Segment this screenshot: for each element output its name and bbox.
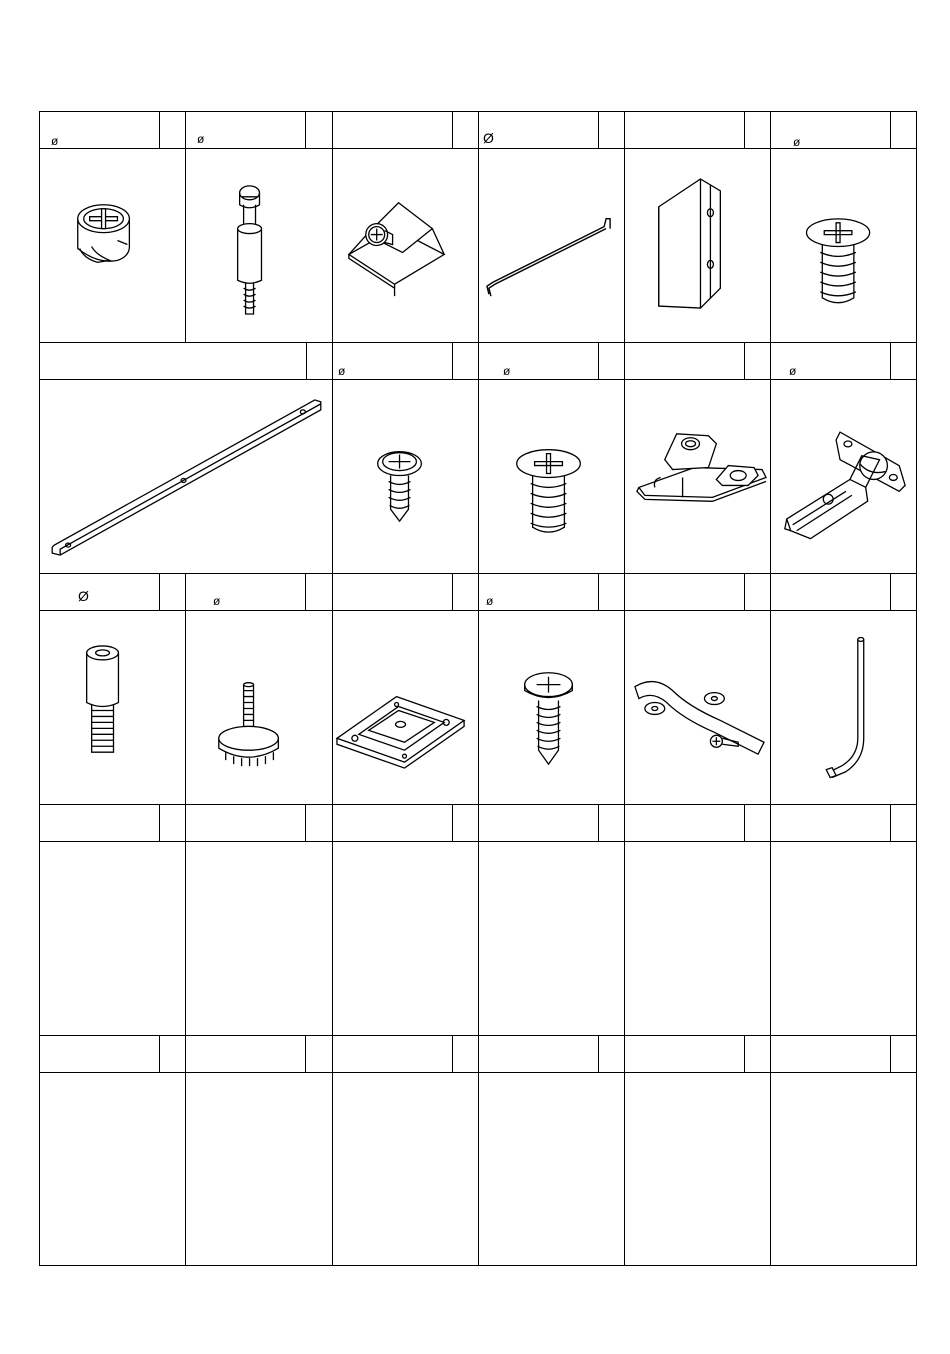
part-header-25 — [185, 1035, 332, 1072]
part-header-28 — [624, 1035, 770, 1072]
quantity-box — [890, 112, 918, 149]
part-cell-empty — [478, 841, 624, 1035]
part-header-26 — [332, 1035, 478, 1072]
quantity-box — [598, 805, 625, 842]
quantity-box — [452, 574, 479, 611]
countersunk-screw-icon — [771, 149, 916, 342]
quantity-box — [452, 112, 479, 149]
part-cell-empty — [332, 841, 478, 1035]
diameter-label: ø — [197, 132, 205, 146]
part-cell-allen-key — [770, 610, 917, 804]
part-cell-empty — [770, 1072, 917, 1266]
part-header-19 — [185, 804, 332, 841]
part-header-14 — [332, 573, 478, 610]
quantity-box — [305, 574, 333, 611]
quantity-box — [744, 112, 771, 149]
quantity-box — [890, 574, 918, 611]
part-header-29 — [770, 1035, 917, 1072]
quantity-box — [598, 574, 625, 611]
diameter-label: Ø — [483, 130, 494, 146]
diameter-label: ø — [486, 594, 494, 608]
countersunk-screw-icon — [479, 380, 624, 573]
part-cell-empty — [624, 841, 770, 1035]
cam-lock-icon — [40, 149, 185, 342]
part-header-20 — [332, 804, 478, 841]
diameter-label: ø — [793, 135, 801, 149]
quantity-box — [305, 112, 333, 149]
part-header-8 — [332, 342, 478, 379]
flat-strap-icon — [40, 380, 332, 573]
quantity-box — [305, 805, 333, 842]
part-cell-corner-bracket — [332, 148, 478, 342]
hinge-icon — [771, 380, 916, 573]
diameter-label: ø — [51, 134, 59, 148]
quantity-box — [598, 343, 625, 380]
part-header-6 — [770, 111, 917, 148]
hinge-plate-icon — [625, 380, 770, 573]
part-header-12 — [39, 573, 185, 610]
part-header-18 — [39, 804, 185, 841]
quantity-box — [890, 1036, 918, 1073]
part-cell-empty — [185, 1072, 332, 1266]
part-header-9 — [478, 342, 624, 379]
quantity-box — [744, 1036, 771, 1073]
wafer-head-screw-icon — [333, 380, 478, 573]
corner-bracket-icon — [333, 149, 478, 342]
part-cell-cam-lock — [39, 148, 185, 342]
quantity-box — [598, 1036, 625, 1073]
quantity-box — [452, 343, 479, 380]
part-cell-empty — [39, 1072, 185, 1266]
wire-rod-icon — [479, 149, 624, 342]
part-header-24 — [39, 1035, 185, 1072]
part-cell-threaded-sleeve — [39, 610, 185, 804]
hardware-parts-table — [39, 111, 917, 1265]
quantity-box — [159, 805, 186, 842]
pan-head-screw-icon — [479, 611, 624, 804]
quantity-box — [452, 805, 479, 842]
part-header-3 — [332, 111, 478, 148]
quantity-box — [159, 574, 186, 611]
part-header-4 — [478, 111, 624, 148]
part-cell-wire-rod — [478, 148, 624, 342]
quantity-box — [890, 805, 918, 842]
quantity-box — [306, 343, 333, 380]
part-header-7 — [39, 342, 332, 379]
quantity-box — [744, 805, 771, 842]
quantity-box — [159, 1036, 186, 1073]
part-cell-levelling-foot — [185, 610, 332, 804]
part-cell-empty — [185, 841, 332, 1035]
part-header-23 — [770, 804, 917, 841]
diameter-label: ø — [789, 364, 797, 378]
part-cell-empty — [624, 1072, 770, 1266]
quantity-box — [744, 574, 771, 611]
quantity-box — [305, 1036, 333, 1073]
part-cell-empty — [39, 841, 185, 1035]
part-cell-flat-strap — [39, 379, 332, 573]
part-cell-hinge — [770, 379, 917, 573]
wall-strap-kit-icon — [625, 611, 770, 804]
part-header-5 — [624, 111, 770, 148]
allen-key-icon — [771, 611, 916, 804]
part-header-1 — [39, 111, 185, 148]
part-header-15 — [478, 573, 624, 610]
quantity-box — [744, 343, 771, 380]
part-cell-wall-strap-kit — [624, 610, 770, 804]
part-cell-pan-head-screw — [478, 610, 624, 804]
angle-bracket-icon — [625, 149, 770, 342]
part-cell-wafer-screw — [332, 379, 478, 573]
part-cell-mounting-plate — [332, 610, 478, 804]
mounting-plate-icon — [333, 611, 478, 804]
part-cell-hinge-plate — [624, 379, 770, 573]
part-cell-angle-bracket — [624, 148, 770, 342]
part-cell-empty — [478, 1072, 624, 1266]
part-cell-countersunk-screw — [770, 148, 917, 342]
levelling-foot-icon — [186, 611, 332, 804]
quantity-box — [452, 1036, 479, 1073]
part-header-22 — [624, 804, 770, 841]
diameter-label: ø — [213, 594, 221, 608]
diameter-label: Ø — [78, 588, 89, 604]
part-cell-cam-bolt — [185, 148, 332, 342]
part-header-21 — [478, 804, 624, 841]
quantity-box — [159, 112, 186, 149]
cam-bolt-icon — [186, 149, 332, 342]
diameter-label: ø — [338, 364, 346, 378]
part-header-10 — [624, 342, 770, 379]
part-header-16 — [624, 573, 770, 610]
part-header-17 — [770, 573, 917, 610]
diameter-label: ø — [503, 364, 511, 378]
quantity-box — [598, 112, 625, 149]
part-cell-empty — [332, 1072, 478, 1266]
part-header-11 — [770, 342, 917, 379]
part-header-13 — [185, 573, 332, 610]
threaded-sleeve-icon — [40, 611, 185, 804]
part-cell-empty — [770, 841, 917, 1035]
quantity-box — [890, 343, 918, 380]
part-header-2 — [185, 111, 332, 148]
part-header-27 — [478, 1035, 624, 1072]
part-cell-countersunk-screw-2 — [478, 379, 624, 573]
